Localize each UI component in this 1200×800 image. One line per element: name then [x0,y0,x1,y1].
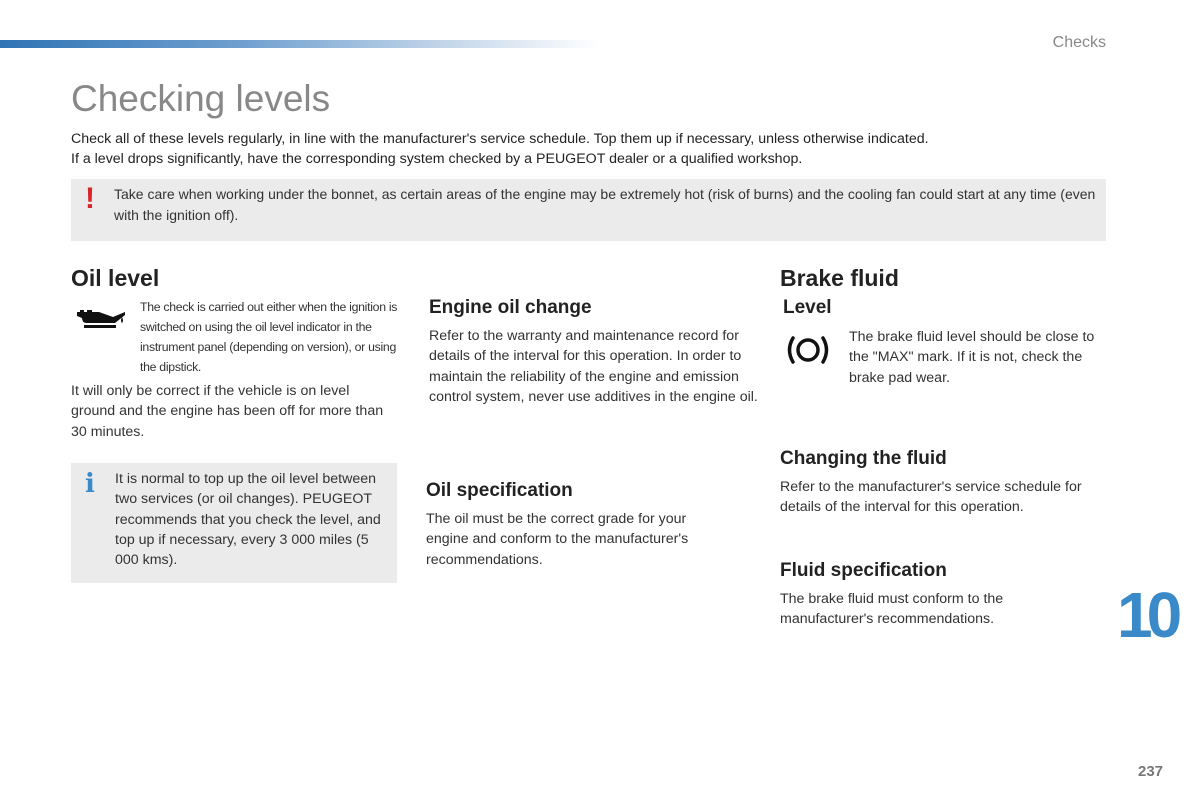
engine-oil-change-heading: Engine oil change [429,297,592,318]
page-number: 237 [1138,763,1164,780]
fluid-specification-heading: Fluid specification [780,560,947,581]
oil-level-body: It will only be correct if the vehicle is on level ground and the engine has been off for more than 30 minutes. [71,383,384,440]
warning-text: Take care when working under the bonnet, as certain areas of the engine may be extremely hot (risk of burns) and the cooling fan could start at any time (even with the ignition off). [114,186,1096,223]
info-text: It is normal to top up the oil level between two services (or oil changes). PEUGEOT recommends that you check the level, and top up if necessary, every 3 000 miles (5 000 kms). [115,471,381,569]
brake-fluid-heading: Brake fluid [780,265,899,291]
oil-can-icon [75,303,127,333]
section-name: Checks [1052,34,1106,51]
changing-fluid-text: Refer to the manufacturer's service schedule for details of the interval for this operation. [780,479,1082,516]
warning-box [71,179,1106,241]
oil-specification-body: The oil must be the correct grade for your engine and conform to the manufacturer's recommendations. [426,511,689,568]
exclamation-icon: ! [85,182,95,215]
header-gradient-bar [0,40,600,48]
oil-level-heading: Oil level [71,265,160,291]
fluid-specification-text: The brake fluid must conform to the manufacturer's recommendations. [780,591,1004,628]
page-title: Checking levels [71,78,331,119]
intro-line-1: Check all of these levels regularly, in line with the manufacturer's service schedule. Top them up if necessary, unless otherwise indicated. [71,131,929,147]
oil-specification-heading: Oil specification [426,480,573,501]
intro-text [71,129,929,169]
info-box [71,463,397,583]
brake-warning-icon [784,333,832,367]
engine-oil-change-body: Refer to the warranty and maintenance record for details of the interval for this operation. In order to maintain the reliability of the engine and emission control system, never use additives in the engine oil. [429,328,758,405]
intro-line-2: If a level drops significantly, have the corresponding system checked by a PEUGEOT dealer or a qualified workshop. [71,151,803,167]
brake-level-text: The brake fluid level should be close to the "MAX" mark. If it is not, check the brake pad wear. [849,329,1095,386]
brake-level-heading: Level [783,297,832,318]
changing-fluid-heading: Changing the fluid [780,448,947,469]
oil-indicator-text: The check is carried out either when the ignition is switched on using the oil level indicator in the instrument panel (depending on version), or using the dipstick. [140,300,398,374]
info-icon: i [85,469,95,499]
chapter-number: 10 [1117,579,1177,651]
